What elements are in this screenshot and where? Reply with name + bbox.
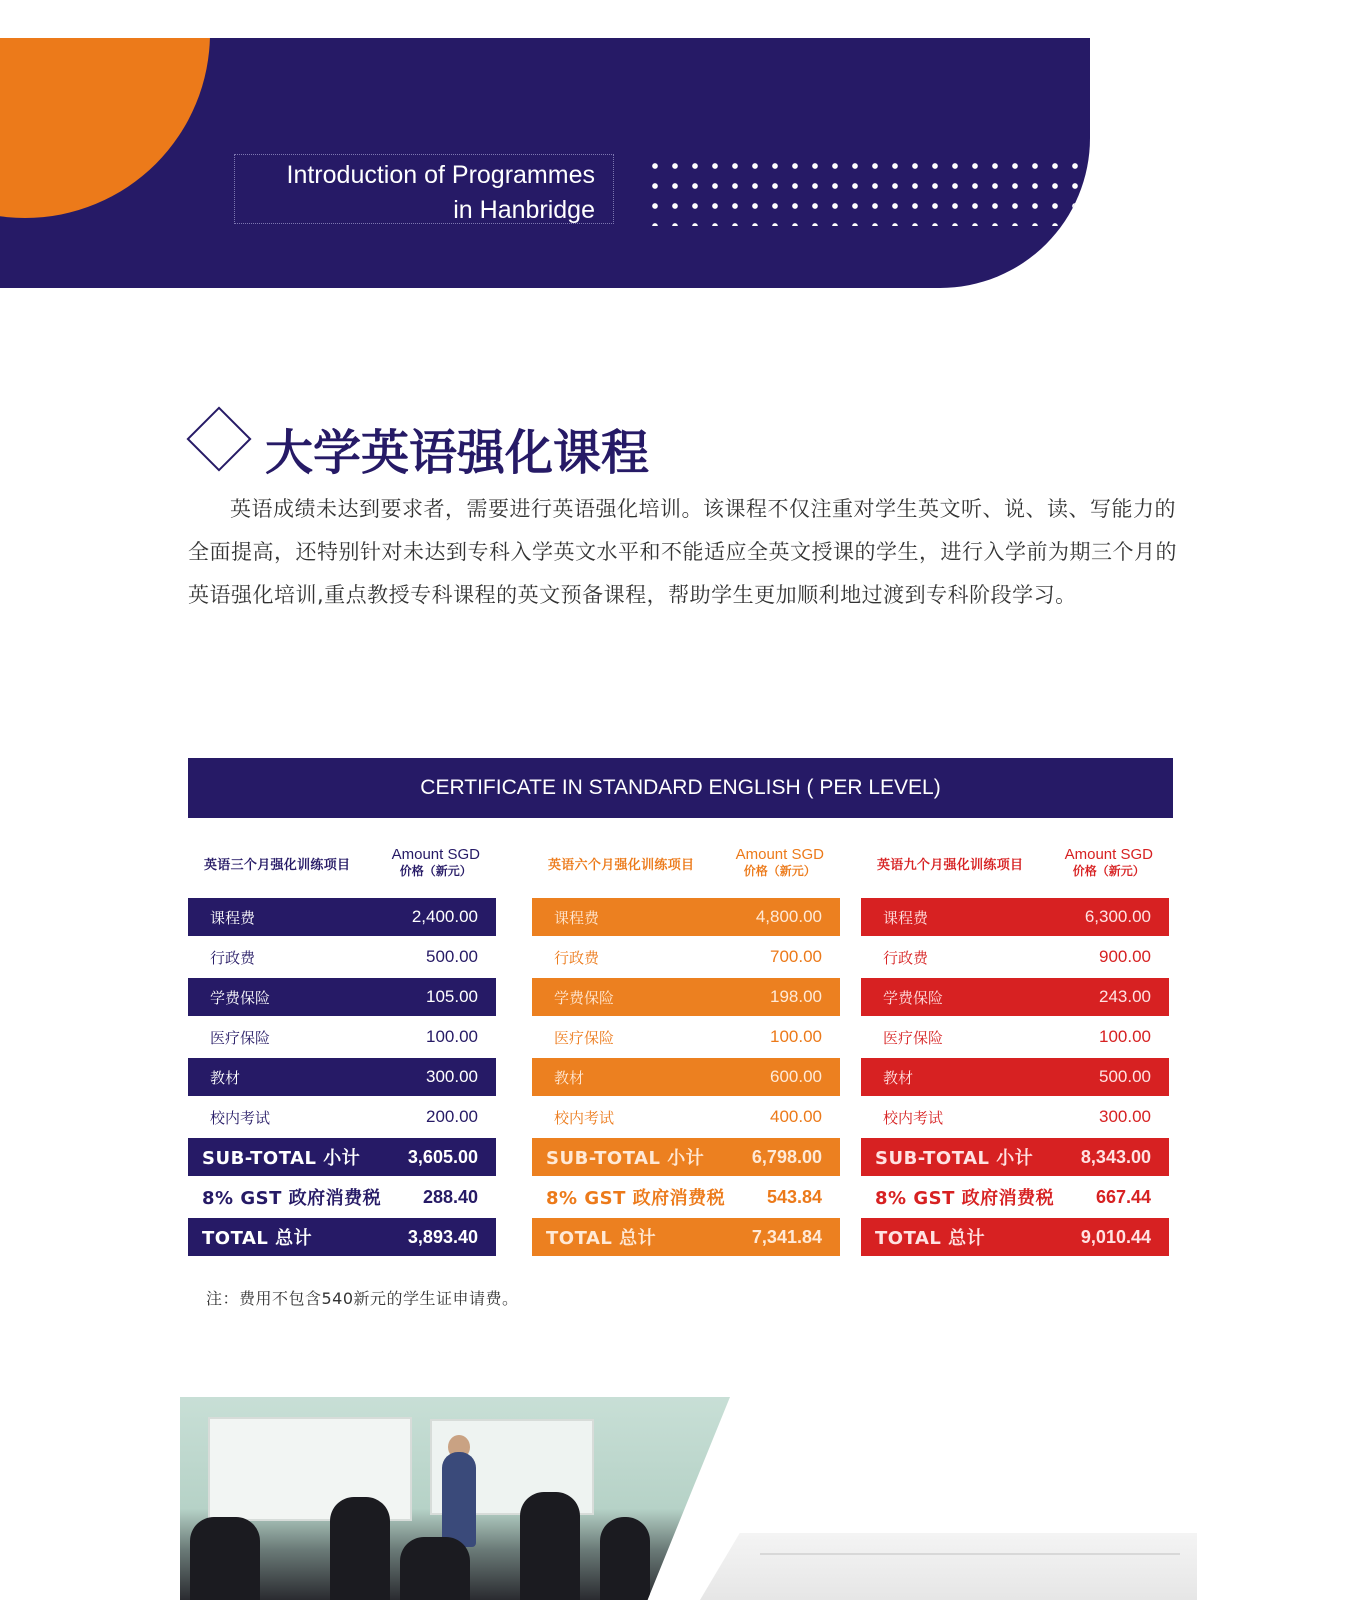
programme-name: 英语六个月强化训练项目 bbox=[548, 858, 695, 873]
fee-row bbox=[532, 978, 840, 1016]
fee-amount: 8,343.00 bbox=[1080, 1146, 1151, 1167]
student-figure bbox=[400, 1537, 470, 1600]
fee-note: 注：费用不包含540新元的学生证申请费。 bbox=[206, 1289, 519, 1308]
fee-amount: 100.00 bbox=[1099, 1027, 1151, 1046]
fee-column-header bbox=[532, 840, 840, 898]
fee-row bbox=[188, 898, 496, 936]
summary-row bbox=[188, 1218, 496, 1256]
fee-row bbox=[188, 978, 496, 1016]
teacher-figure bbox=[442, 1452, 476, 1547]
fee-label: SUB-TOTAL 小计 bbox=[875, 1148, 1034, 1169]
fee-label: TOTAL 总计 bbox=[875, 1228, 986, 1249]
fee-amount: 3,605.00 bbox=[407, 1146, 478, 1167]
amount-header bbox=[1065, 846, 1153, 880]
fee-label: 学费保险 bbox=[883, 988, 944, 1007]
fee-column bbox=[188, 840, 496, 1258]
fee-amount: 100.00 bbox=[770, 1027, 822, 1046]
fee-column-header bbox=[861, 840, 1169, 898]
fee-label: 课程费 bbox=[883, 908, 929, 927]
fee-amount: 198.00 bbox=[770, 987, 822, 1006]
fee-amount: 300.00 bbox=[426, 1067, 478, 1086]
fee-label: 课程费 bbox=[554, 908, 600, 927]
summary-row bbox=[861, 1138, 1169, 1176]
fee-amount: 100.00 bbox=[426, 1027, 478, 1046]
summary-row bbox=[532, 1138, 840, 1176]
fee-row bbox=[532, 1058, 840, 1096]
fee-amount: 6,798.00 bbox=[751, 1146, 822, 1167]
amount-label: Amount SGD bbox=[735, 846, 824, 863]
fee-label: 医疗保险 bbox=[554, 1028, 615, 1047]
fee-row bbox=[188, 1018, 496, 1056]
banner-title bbox=[240, 158, 595, 228]
fee-label: TOTAL 总计 bbox=[202, 1228, 313, 1249]
fee-row bbox=[861, 898, 1169, 936]
fee-amount: 4,800.00 bbox=[755, 907, 822, 926]
fee-column-header bbox=[188, 840, 496, 898]
amount-sublabel: 价格（新元） bbox=[743, 864, 816, 878]
student-figure bbox=[520, 1492, 580, 1600]
fee-label: 校内考试 bbox=[554, 1108, 615, 1127]
student-figure bbox=[330, 1497, 390, 1600]
fee-row bbox=[861, 938, 1169, 976]
intro-paragraph: 英语成绩未达到要求者，需要进行英语强化培训。该课程不仅注重对学生英文听、说、读、写能力的全面提高，还特别针对未达到专科入学英文水平和不能适应全英文授课的学生，进行入学前为期三个月的英语强化培训,重点教授专科课程的英文预备课程，帮助学生更加顺利地过渡到专科阶段学习。 bbox=[188, 497, 1177, 607]
fee-label: 课程费 bbox=[210, 908, 256, 927]
fee-label: SUB-TOTAL 小计 bbox=[202, 1148, 361, 1169]
fee-row bbox=[861, 1018, 1169, 1056]
student-figure bbox=[190, 1517, 260, 1600]
fee-row bbox=[861, 1058, 1169, 1096]
fee-label: 教材 bbox=[210, 1068, 241, 1087]
fee-row bbox=[188, 938, 496, 976]
fee-label: 8% GST 政府消费税 bbox=[546, 1188, 726, 1209]
student-figure bbox=[600, 1517, 650, 1600]
header-banner bbox=[0, 38, 1090, 288]
fee-amount: 700.00 bbox=[770, 947, 822, 966]
dot-grid-decoration bbox=[645, 156, 1085, 226]
fee-amount: 600.00 bbox=[770, 1067, 822, 1086]
fee-row bbox=[532, 1018, 840, 1056]
amount-header bbox=[736, 846, 824, 880]
fee-amount: 7,341.84 bbox=[751, 1226, 822, 1247]
section-title: 大学英语强化课程 bbox=[265, 425, 650, 481]
fee-row bbox=[532, 1098, 840, 1136]
photo-frame-edge bbox=[760, 1553, 1180, 1602]
fee-amount: 900.00 bbox=[1099, 947, 1151, 966]
fee-row bbox=[861, 1098, 1169, 1136]
programme-name: 英语三个月强化训练项目 bbox=[204, 858, 351, 873]
summary-row bbox=[861, 1178, 1169, 1216]
fee-amount: 500.00 bbox=[1099, 1067, 1151, 1086]
summary-row bbox=[861, 1218, 1169, 1256]
fee-amount: 243.00 bbox=[1099, 987, 1151, 1006]
amount-header bbox=[392, 846, 480, 880]
fee-row bbox=[188, 1058, 496, 1096]
summary-row bbox=[532, 1218, 840, 1256]
amount-label: Amount SGD bbox=[391, 846, 480, 863]
fee-label: 教材 bbox=[883, 1068, 914, 1087]
fee-column bbox=[532, 840, 840, 1258]
fee-amount: 288.40 bbox=[422, 1186, 478, 1207]
fee-column bbox=[861, 840, 1169, 1258]
fee-label: 8% GST 政府消费税 bbox=[202, 1188, 382, 1209]
second-photo bbox=[700, 1533, 1197, 1600]
fee-label: 校内考试 bbox=[883, 1108, 944, 1127]
fee-label: 行政费 bbox=[554, 948, 600, 967]
programme-name: 英语九个月强化训练项目 bbox=[877, 858, 1024, 873]
fee-label: 教材 bbox=[554, 1068, 585, 1087]
fee-amount: 2,400.00 bbox=[411, 907, 478, 926]
classroom-photo bbox=[180, 1397, 730, 1600]
fee-row bbox=[861, 978, 1169, 1016]
fee-row bbox=[188, 1098, 496, 1136]
fee-amount: 200.00 bbox=[426, 1107, 478, 1126]
fee-row bbox=[532, 938, 840, 976]
banner-title-line2: in Hanbridge bbox=[453, 196, 595, 224]
fee-amount: 400.00 bbox=[770, 1107, 822, 1126]
fee-amount: 300.00 bbox=[1099, 1107, 1151, 1126]
summary-row bbox=[188, 1178, 496, 1216]
diamond-icon bbox=[186, 406, 251, 471]
amount-label: Amount SGD bbox=[1064, 846, 1153, 863]
fee-label: 医疗保险 bbox=[210, 1028, 271, 1047]
certificate-header-bar bbox=[188, 758, 1173, 818]
summary-row bbox=[532, 1178, 840, 1216]
fee-amount: 9,010.44 bbox=[1080, 1226, 1151, 1247]
fee-label: 行政费 bbox=[883, 948, 929, 967]
banner-title-line1: Introduction of Programmes bbox=[286, 161, 595, 189]
fee-amount: 543.84 bbox=[766, 1186, 822, 1207]
fee-amount: 6,300.00 bbox=[1084, 907, 1151, 926]
fee-label: 学费保险 bbox=[554, 988, 615, 1007]
orange-disc-decoration bbox=[0, 38, 210, 218]
fee-label: SUB-TOTAL 小计 bbox=[546, 1148, 705, 1169]
fee-label: 学费保险 bbox=[210, 988, 271, 1007]
fee-label: 8% GST 政府消费税 bbox=[875, 1188, 1055, 1209]
amount-sublabel: 价格（新元） bbox=[1072, 864, 1145, 878]
fee-label: TOTAL 总计 bbox=[546, 1228, 657, 1249]
certificate-title: CERTIFICATE IN STANDARD ENGLISH ( PER LEVEL) bbox=[420, 776, 941, 799]
fee-amount: 500.00 bbox=[426, 947, 478, 966]
fee-label: 校内考试 bbox=[210, 1108, 271, 1127]
fee-label: 医疗保险 bbox=[883, 1028, 944, 1047]
fee-label: 行政费 bbox=[210, 948, 256, 967]
summary-row bbox=[188, 1138, 496, 1176]
fee-amount: 105.00 bbox=[426, 987, 478, 1006]
amount-sublabel: 价格（新元） bbox=[399, 864, 472, 878]
fee-amount: 3,893.40 bbox=[407, 1226, 478, 1247]
fee-amount: 667.44 bbox=[1095, 1186, 1151, 1207]
fee-row bbox=[532, 898, 840, 936]
